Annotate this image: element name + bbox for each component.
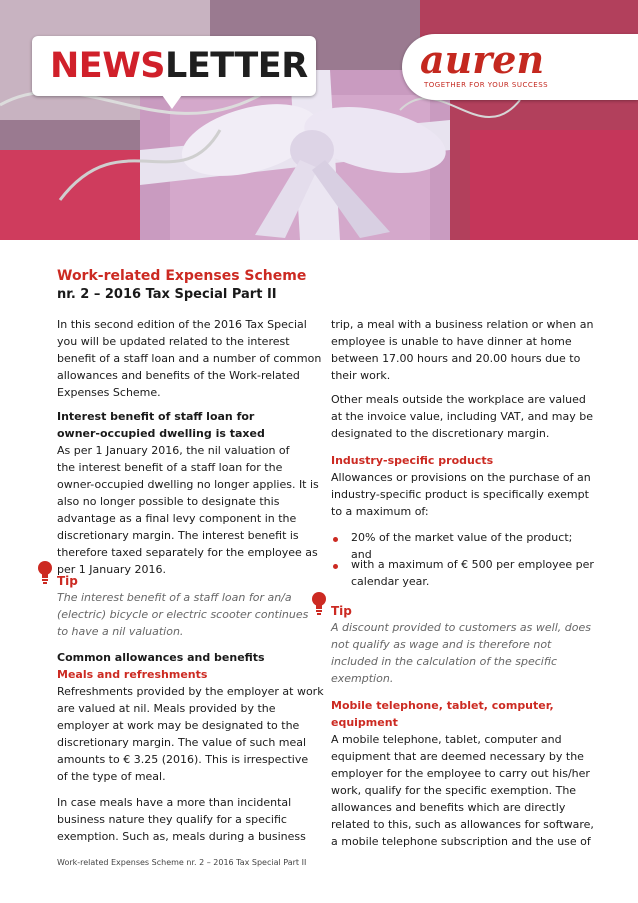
mobile-body-line: work, qualify for the specific exemption. The [331,784,577,797]
lightbulb-icon [311,591,327,617]
tip-text-line: to have a nil valuation. [57,625,184,638]
interest-body-line: therefore taxed separately for the employee as [57,546,318,559]
interest-heading: owner-occupied dwelling is taxed [57,427,265,440]
header-photo [0,0,638,240]
intro-line: Expenses Scheme. [57,386,161,399]
meals-continued-line: between 17.00 hours and 20.00 hours due to [331,352,581,365]
meals-body-line: employer at work may be designated to the [57,719,300,732]
newsletter-title-letter: LETTER [165,46,308,86]
bullet-icon [333,537,338,542]
newsletter-title [50,45,308,87]
article-subtitle: nr. 2 – 2016 Tax Special Part II [57,287,277,302]
intro-line: allowances and benefits of the Work-related [57,369,300,382]
meals-continued-line: trip, a meal with a business relation or when an [331,318,594,331]
other-meals-line: at the invoice value, including VAT, and may be [331,410,593,423]
article-title: Work-related Expenses Scheme [57,268,307,284]
industry-heading: Industry-specific products [331,454,494,467]
company-logo [402,34,638,100]
meals-body-line: discretionary margin. The value of such meal [57,736,307,749]
meals-heading: Meals and refreshments [57,668,208,681]
interest-body-line: per 1 January 2016. [57,563,166,576]
interest-heading: Interest benefit of staff loan for [57,410,255,423]
mobile-body-line: allowances and benefits which are directly [331,801,566,814]
mobile-body-line: A mobile telephone, tablet, computer and [331,733,562,746]
interest-body-line: advantage as a final levy component in the [57,512,297,525]
other-meals-line: designated to the discretionary margin. [331,427,550,440]
interest-body-line: As per 1 January 2016, the nil valuation of [57,444,290,457]
logo-wordmark: auren [420,37,545,82]
mobile-heading: equipment [331,716,398,729]
newsletter-banner [32,36,316,96]
other-meals-line: Other meals outside the workplace are valued [331,393,586,406]
mobile-body-line: related to this, such as allowances for software, [331,818,594,831]
meals-body-line: business nature they qualify for a specific [57,813,287,826]
tip-label: Tip [331,604,352,618]
meals-body-line: Refreshments provided by the employer at work [57,685,324,698]
tip-text-line: not qualify as wage and is therefore not [331,638,552,651]
interest-body-line: discretionary margin. The interest benefit is [57,529,299,542]
industry-body-line: to a maximum of: [331,505,429,518]
common-allowances-heading: Common allowances and benefits [57,651,265,664]
intro-line: you will be updated related to the interest [57,335,290,348]
meals-body-line: exemption. Such as, meals during a business [57,830,306,843]
meals-body-line: In case meals have a more than incidental [57,796,292,809]
tip-text-line: exemption. [331,672,394,685]
interest-body-line: also no longer possible to designate this [57,495,280,508]
industry-body-line: Allowances or provisions on the purchase of an [331,471,591,484]
interest-body-line: owner-occupied dwelling no longer applies. It is [57,478,319,491]
bullet-item-line: with a maximum of € 500 per employee per [351,558,594,571]
bullet-icon [333,564,338,569]
interest-body-line: the interest benefit of a staff loan for the [57,461,283,474]
meals-body-line: amounts to € 3.25 (2016). This is irrespective [57,753,309,766]
lightbulb-icon [37,560,53,586]
mobile-body-line: equipment that are deemed necessary by the [331,750,584,763]
meals-body-line: of the type of meal. [57,770,166,783]
logo-tagline: TOGETHER FOR YOUR SUCCESS [424,81,549,89]
tip-text-line: (electric) bicycle or electric scooter continues [57,608,309,621]
meals-body-line: are valued at nil. Meals provided by the [57,702,276,715]
tip-text-line: A discount provided to customers as well, does [331,621,591,634]
bullet-item-line: 20% of the market value of the product; [351,531,573,544]
page-footer: Work-related Expenses Scheme nr. 2 – 2016 Tax Special Part II [57,858,307,867]
bullet-item-line: and [351,548,372,561]
intro-line: benefit of a staff loan and a number of common [57,352,322,365]
tip-label: Tip [57,574,78,588]
mobile-body-line: a mobile telephone subscription and the use of [331,835,591,848]
meals-continued-line: their work. [331,369,391,382]
industry-body-line: industry-specific product is specifically exempt [331,488,589,501]
mobile-heading: Mobile telephone, tablet, computer, [331,699,554,712]
tip-text-line: The interest benefit of a staff loan for an/a [57,591,292,604]
bullet-item-line: calendar year. [351,575,430,588]
newsletter-title-news: NEWS [50,46,166,86]
meals-continued-line: employee is unable to have dinner at home [331,335,572,348]
tip-text-line: included in the calculation of the specific [331,655,558,668]
mobile-body-line: employer for the employee to carry out his/her [331,767,590,780]
intro-line: In this second edition of the 2016 Tax Special [57,318,307,331]
